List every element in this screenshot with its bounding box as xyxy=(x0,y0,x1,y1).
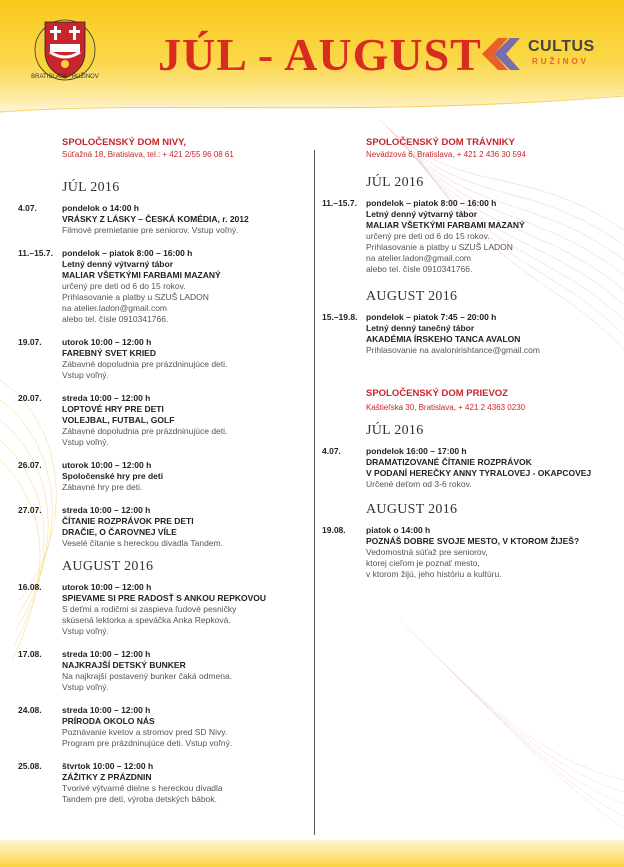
event-description-line: určený pre deti od 6 do 15 rokov. xyxy=(62,281,186,291)
event-description-line: ktorej cieľom je poznať mesto, xyxy=(366,558,480,568)
event-time: štvrtok 10:00 – 12:00 h xyxy=(62,761,154,771)
event-description-line: Tandem pre deti, výroba detských bábok. xyxy=(62,794,217,804)
event-item xyxy=(18,203,308,236)
event-description-line: Prihlasovanie a platby u SZUŠ LADON xyxy=(366,242,513,252)
event-description-line: Prihlasovanie na avalonirishtance@gmail.com xyxy=(366,345,540,355)
event-date: 11.–15.7. xyxy=(18,248,53,258)
event-description-line: Vstup voľný. xyxy=(62,437,109,447)
event-date: 11.–15.7. xyxy=(322,198,357,208)
event-time: piatok o 14:00 h xyxy=(366,525,431,535)
event-time: streda 10:00 – 12:00 h xyxy=(62,393,151,403)
event-time: pondelok 16:00 – 17:00 h xyxy=(366,446,467,456)
event-body xyxy=(366,198,622,275)
event-time: pondelok – piatok 7:45 – 20:00 h xyxy=(366,312,497,322)
event-title-secondary: MALIAR VŠETKÝMI FARBAMI MAZANÝ xyxy=(62,270,221,280)
crest-caption: BRATISLAVA - RUŽINOV xyxy=(31,74,99,80)
event-time: pondelok – piatok 8:00 – 16:00 h xyxy=(366,198,497,208)
event-description-line: Tvorivé výtvarné dielne s hereckou divadla xyxy=(62,783,223,793)
venue-name-travniky: SPOLOČENSKÝ DOM TRÁVNIKY xyxy=(366,137,515,148)
event-date: 25.08. xyxy=(18,761,42,771)
event-time: utorok 10:00 – 12:00 h xyxy=(62,460,152,470)
event-description-line: Zábavné dopoludnia pre prázdninujúce deti. xyxy=(62,359,228,369)
event-item xyxy=(18,761,308,805)
event-title: Letný denný tanečný tábor xyxy=(366,323,475,333)
event-description-line: na atelier.ladon@gmail.com xyxy=(62,303,168,313)
venue-address-prievoz: Kaštieľska 30, Bratislava, + 421 2 4363 0230 xyxy=(366,403,526,412)
event-title: Spoločenské hry pre deti xyxy=(62,471,164,481)
event-time: streda 10:00 – 12:00 h xyxy=(62,705,151,715)
event-title: ČÍTANIE ROZPRÁVOK PRE DETI xyxy=(62,516,194,526)
event-description-line: Zábavné dopoludnia pre prázdninujúce deti. xyxy=(62,426,228,436)
event-body xyxy=(62,248,308,325)
event-date: 19.08. xyxy=(322,525,346,535)
event-time: utorok 10:00 – 12:00 h xyxy=(62,582,152,592)
event-description-line: Filmové premietanie pre seniorov. Vstup voľný. xyxy=(62,225,239,235)
event-date: 19.07. xyxy=(18,337,42,347)
month-heading: AUGUST 2016 xyxy=(62,559,154,574)
event-item xyxy=(322,198,622,275)
event-title: Letný denný výtvarný tábor xyxy=(366,209,478,219)
event-description-line: Zábavné hry pre deti. xyxy=(62,482,143,492)
event-time: pondelok o 14:00 h xyxy=(62,203,139,213)
event-date: 26.07. xyxy=(18,460,42,470)
event-item xyxy=(18,460,308,493)
venue-name-prievoz: SPOLOČENSKÝ DOM PRIEVOZ xyxy=(366,388,508,399)
event-item xyxy=(322,525,622,580)
event-time: streda 10:00 – 12:00 h xyxy=(62,505,151,515)
event-body xyxy=(366,525,622,580)
event-description-line: Na najkrajší postavený bunker čaká odmena. xyxy=(62,671,233,681)
event-body xyxy=(62,460,308,493)
month-heading: JÚL 2016 xyxy=(366,175,424,190)
event-item xyxy=(18,248,308,325)
event-item xyxy=(18,505,308,549)
event-date: 20.07. xyxy=(18,393,42,403)
event-title: DRAMATIZOVANÉ ČÍTANIE ROZPRÁVOK xyxy=(366,457,532,467)
month-heading: JÚL 2016 xyxy=(366,423,424,438)
event-body xyxy=(62,761,308,805)
event-body xyxy=(62,203,308,236)
event-date: 4.07. xyxy=(322,446,341,456)
event-title-secondary: AKADÉMIA ÍRSKEHO TANCA AVALON xyxy=(366,334,521,344)
month-heading: JÚL 2016 xyxy=(62,180,120,195)
event-title: NAJKRAJŠÍ DETSKÝ BUNKER xyxy=(62,660,186,670)
event-date: 15.–19.8. xyxy=(322,312,358,322)
event-description-line: na atelier.ladon@gmail.com xyxy=(366,253,472,263)
page-title: JÚL - AUGUST xyxy=(158,29,482,80)
month-heading: AUGUST 2016 xyxy=(366,289,458,304)
event-description-line: Vedomostná súťaž pre seniorov, xyxy=(366,547,488,557)
event-title: PRÍRODA OKOLO NÁS xyxy=(62,716,155,726)
event-item xyxy=(18,582,308,637)
event-description-line: Poznávanie kvetov a stromov pred SD Nivy. xyxy=(62,727,228,737)
event-title-secondary: V PODANÍ HEREČKY ANNY TYRALOVEJ - OKAPCOVEJ xyxy=(366,468,592,478)
event-description-line: Vstup voľný. xyxy=(62,626,109,636)
event-body xyxy=(366,446,622,490)
ruzinov-crest-logo xyxy=(30,12,100,94)
right-column xyxy=(322,137,622,592)
event-description-line: alebo tel. čísle 0910341766. xyxy=(366,264,473,274)
venue-address-nivy: Súťažná 18, Bratislava, tel.: + 421 2/55 96 08 61 xyxy=(62,150,234,159)
event-body xyxy=(366,312,622,356)
column-divider xyxy=(314,150,315,835)
event-description-line: určený pre deti od 6 do 15 rokov. xyxy=(366,231,490,241)
footer-band xyxy=(0,840,624,867)
event-title: LOPTOVÉ HRY PRE DETI xyxy=(62,404,164,414)
event-description-line: Vstup voľný. xyxy=(62,682,109,692)
event-description-line: Vstup voľný. xyxy=(62,370,109,380)
event-body xyxy=(62,505,308,549)
event-description-line: skúsená lektorka a speváčka Anka Repková. xyxy=(62,615,231,625)
event-body xyxy=(62,582,308,637)
event-description-line: Prihlasovanie a platby u SZUŠ LADON xyxy=(62,292,209,302)
event-date: 27.07. xyxy=(18,505,42,515)
event-description-line: Veselé čítanie s hereckou divadla Tandem. xyxy=(62,538,223,548)
event-description-line: S deťmi a rodičmi si zaspieva ľudové pesničky xyxy=(62,604,237,614)
event-title: Letný denný výtvarný tábor xyxy=(62,259,174,269)
month-heading: AUGUST 2016 xyxy=(366,502,458,517)
event-item xyxy=(18,393,308,448)
venue-name-nivy: SPOLOČENSKÝ DOM NIVY, xyxy=(62,137,187,148)
event-title-secondary: MALIAR VŠETKÝMI FARBAMI MAZANÝ xyxy=(366,220,525,230)
event-body xyxy=(62,649,308,693)
event-date: 24.08. xyxy=(18,705,42,715)
event-body xyxy=(62,393,308,448)
cultus-logo-name: CULTUS xyxy=(528,38,595,55)
event-title-secondary: DRAČIE, O ČAROVNEJ VÍLE xyxy=(62,527,177,537)
event-time: streda 10:00 – 12:00 h xyxy=(62,649,151,659)
left-column xyxy=(18,137,308,817)
event-item xyxy=(18,337,308,381)
event-date: 4.07. xyxy=(18,203,37,213)
event-item xyxy=(18,649,308,693)
event-title: POZNÁŠ DOBRE SVOJE MESTO, V KTOROM ŽIJEŠ? xyxy=(366,536,580,546)
event-title: VRÁSKY Z LÁSKY – ČESKÁ KOMÉDIA, r. 2012 xyxy=(62,214,249,224)
event-title: SPIEVAME SI PRE RADOSŤ S ANKOU REPKOVOU xyxy=(62,593,267,603)
event-date: 17.08. xyxy=(18,649,42,659)
event-title: ZÁŽITKY Z PRÁZDNIN xyxy=(62,772,152,782)
cultus-logo-sub: RUŽINOV xyxy=(532,57,589,66)
event-item xyxy=(18,705,308,749)
event-title-secondary: VOLEJBAL, FUTBAL, GOLF xyxy=(62,415,175,425)
event-item xyxy=(322,312,622,356)
event-item xyxy=(322,446,622,490)
event-description-line: alebo tel. čísle 0910341766. xyxy=(62,314,169,324)
event-description-line: Program pre prázdninujúce deti. Vstup voľný. xyxy=(62,738,233,748)
event-time: utorok 10:00 – 12:00 h xyxy=(62,337,152,347)
event-time: pondelok – piatok 8:00 – 16:00 h xyxy=(62,248,193,258)
event-description-line: Určené deťom od 3-6 rokov. xyxy=(366,479,472,489)
venue-address-travniky: Nevädzová 6, Bratislava, + 421 2 436 30 594 xyxy=(366,150,526,159)
event-description-line: v ktorom žijú, jeho históriu a kultúru. xyxy=(366,569,502,579)
event-body xyxy=(62,705,308,749)
event-date: 16.08. xyxy=(18,582,42,592)
event-body xyxy=(62,337,308,381)
event-title: FAREBNÝ SVET KRIED xyxy=(62,348,156,358)
